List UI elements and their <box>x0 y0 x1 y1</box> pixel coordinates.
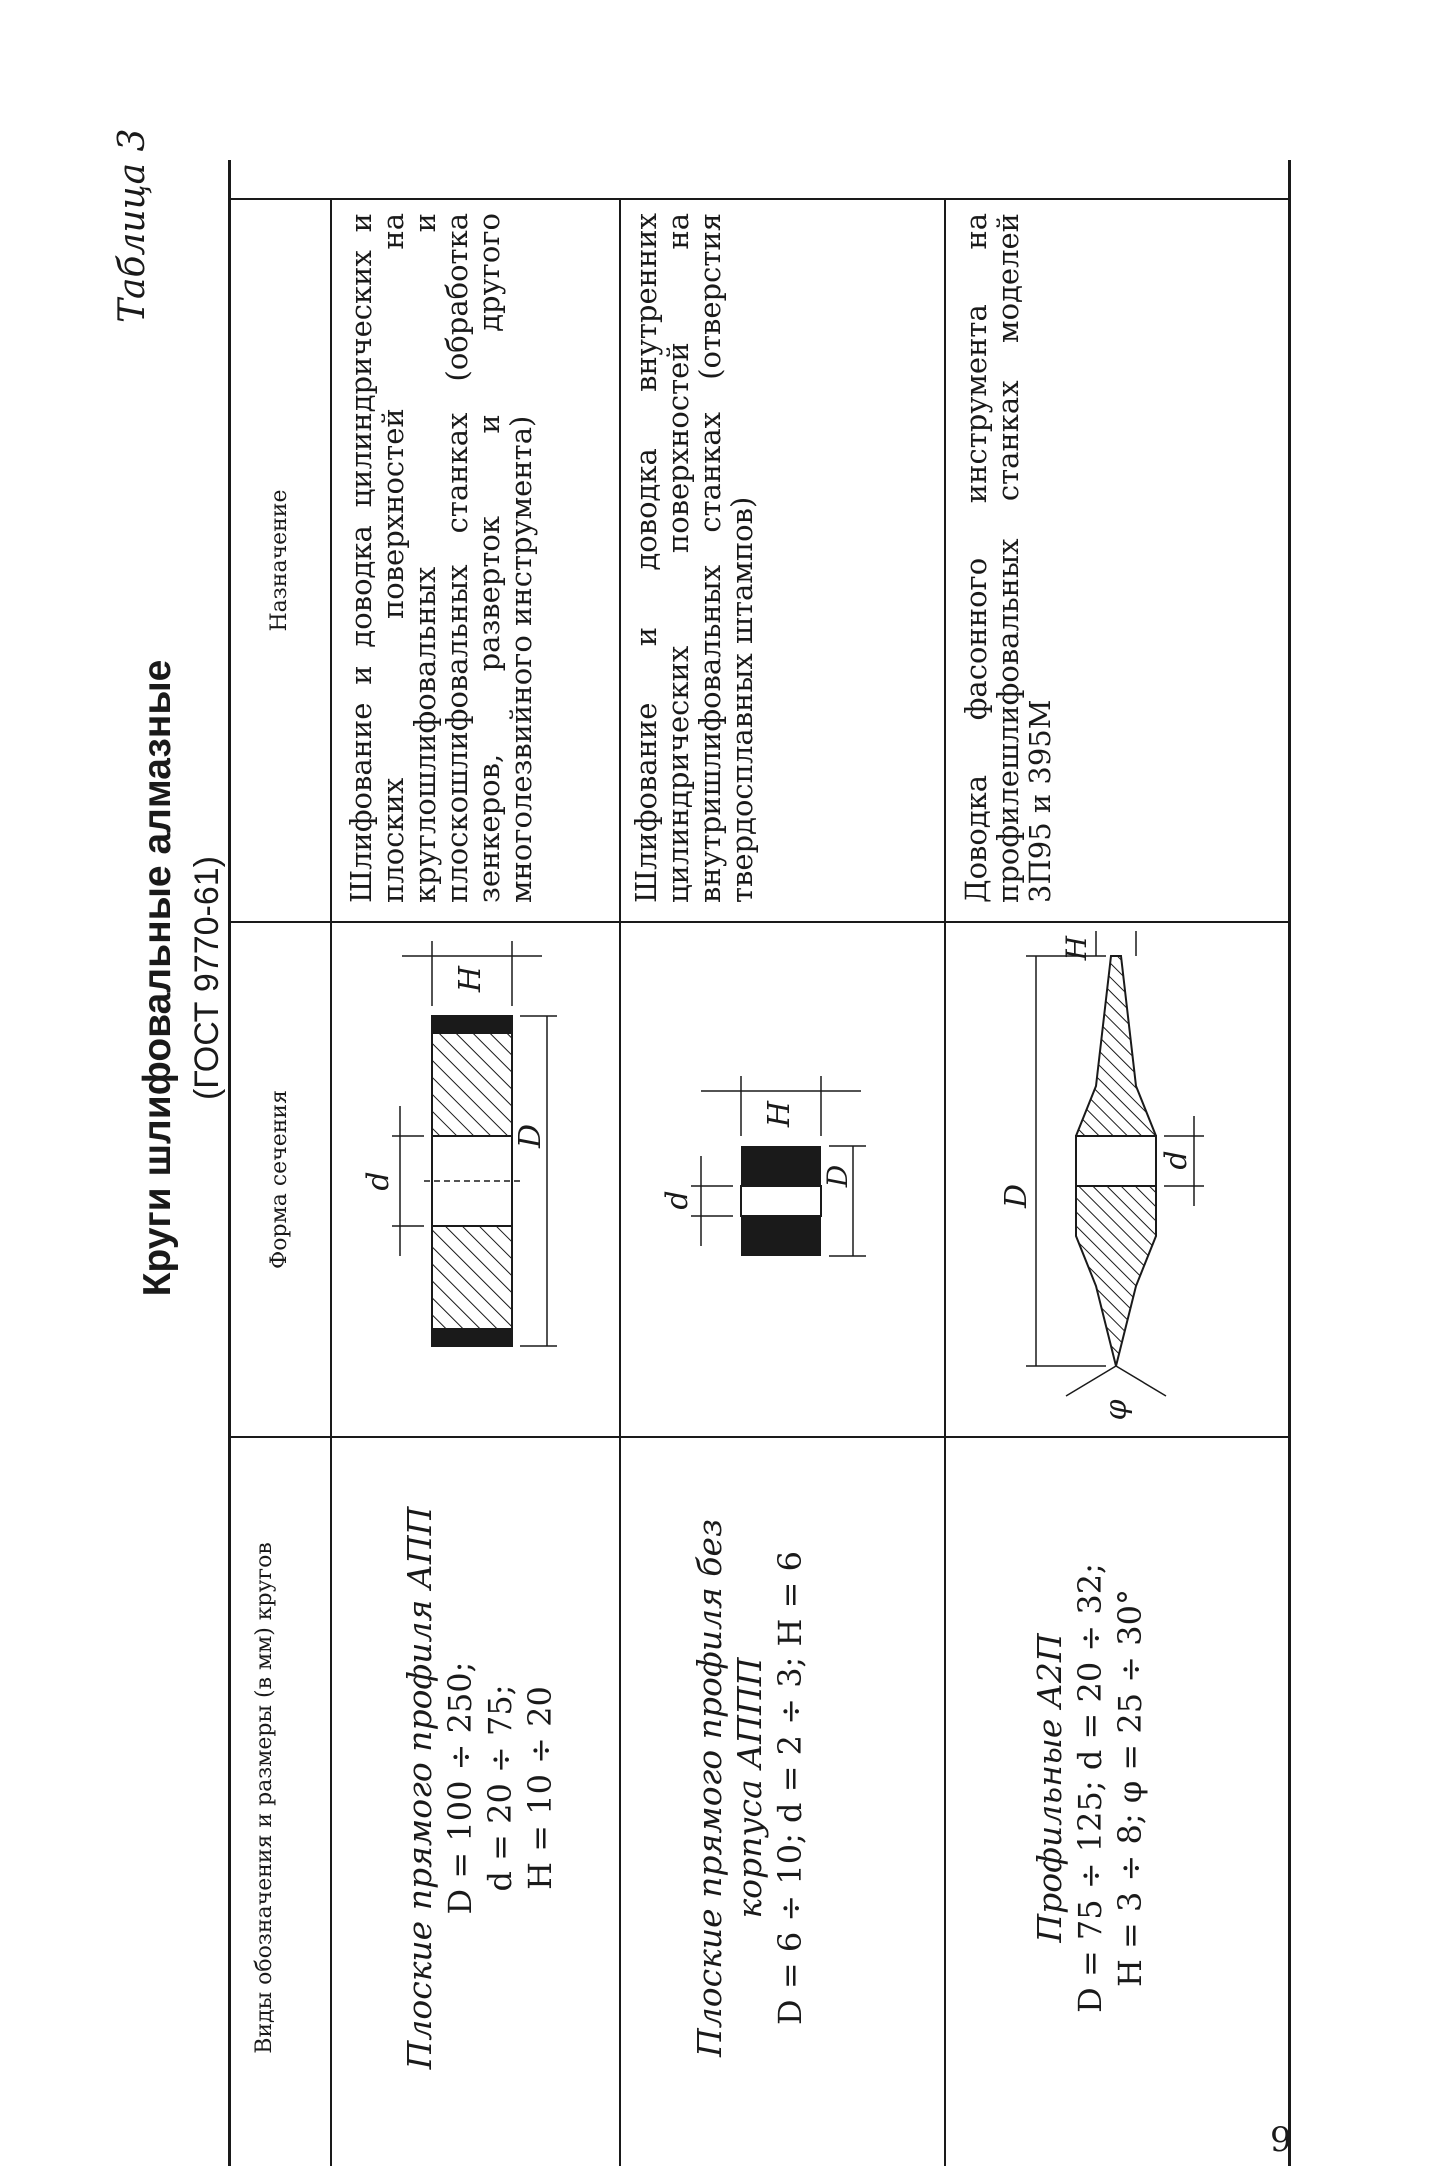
row-3-label-phi: φ <box>1099 1399 1134 1421</box>
diamond-layer-left <box>432 1328 512 1346</box>
page-number: 9 <box>1270 2120 1292 2160</box>
row-2-dim-1: D = 6 ÷ 10; d = 2 ÷ 3; H = 6 <box>771 1551 809 2025</box>
row-3-section-diagram <box>946 923 1288 1436</box>
table-title: Круги шлифовальные алмазные <box>136 659 179 1297</box>
row-3-label-d: d <box>1159 1150 1194 1170</box>
header-section: Форма сечения <box>267 1090 292 1269</box>
table-bottom-rule <box>1288 160 1291 2166</box>
row-2-label-D: D <box>821 1164 854 1188</box>
row-2-type-title: Плоские прямого профиля без корпуса АППП <box>690 1519 769 2057</box>
row-1-type-title: Плоские прямого профиля АПП <box>400 1506 439 2070</box>
row-1-dim-3: H = 10 ÷ 20 <box>521 1686 559 1890</box>
row-3-label-H: H <box>1060 936 1093 961</box>
header-purpose: Назначение <box>267 489 292 632</box>
row-1-dim-1: D = 100 ÷ 250; <box>441 1661 479 1915</box>
row-3-dim-2: H = 3 ÷ 8; φ = 25 ÷ 30° <box>1111 1588 1149 1988</box>
table-label: Таблица 3 <box>112 128 153 323</box>
table-right-rule <box>228 198 1290 200</box>
column-divider-1 <box>228 1436 1290 1438</box>
row-2-label-H: H <box>762 1101 797 1128</box>
diamond-layer-right <box>432 1016 512 1034</box>
table-top-rule <box>228 160 231 2166</box>
profile-bore <box>1076 1136 1156 1186</box>
row-3-types <box>1030 1458 1150 2118</box>
row-1-label-D: D <box>513 1123 548 1149</box>
header-types: Виды обозначения и размеры (в мм) кругов <box>252 1542 277 2054</box>
row-3-label-D: D <box>999 1183 1034 1209</box>
row-3-purpose: Доводка фасонного инструмента на профилешлифовальных станках моделей 3П95 и 395М <box>959 213 1057 903</box>
row-2-types <box>690 1458 810 2118</box>
row-1-label-H: H <box>453 966 488 993</box>
row-2-section-diagram <box>621 923 944 1436</box>
row-2-purpose: Шлифование и доводка внутренних цилиндрических поверхностей на внутришлифовальных станках (отверстия твердосплавных штампов) <box>629 213 759 903</box>
row-1-dim-2: d = 20 ÷ 75; <box>481 1684 519 1892</box>
row-1-section-diagram <box>332 923 619 1436</box>
row-3-type-title: Профильные А2П <box>1030 1633 1069 1943</box>
row-1-label-d: d <box>361 1171 396 1191</box>
row-1-purpose: Шлифование и доводка цилиндрических и плоских поверхностей на круглошлифовальных и плоскошлифовальных станках (обработка зенкеров, разверток и другого многолезвийного инструмента) <box>344 213 538 903</box>
row-2-label-d: d <box>660 1190 695 1210</box>
row-3-dim-1: D = 75 ÷ 125; d = 20 ÷ 32; <box>1071 1563 1109 2013</box>
small-bore <box>741 1186 821 1216</box>
table-subtitle: (ГОСТ 9770-61) <box>188 856 226 1101</box>
row-1-types <box>400 1458 560 2118</box>
